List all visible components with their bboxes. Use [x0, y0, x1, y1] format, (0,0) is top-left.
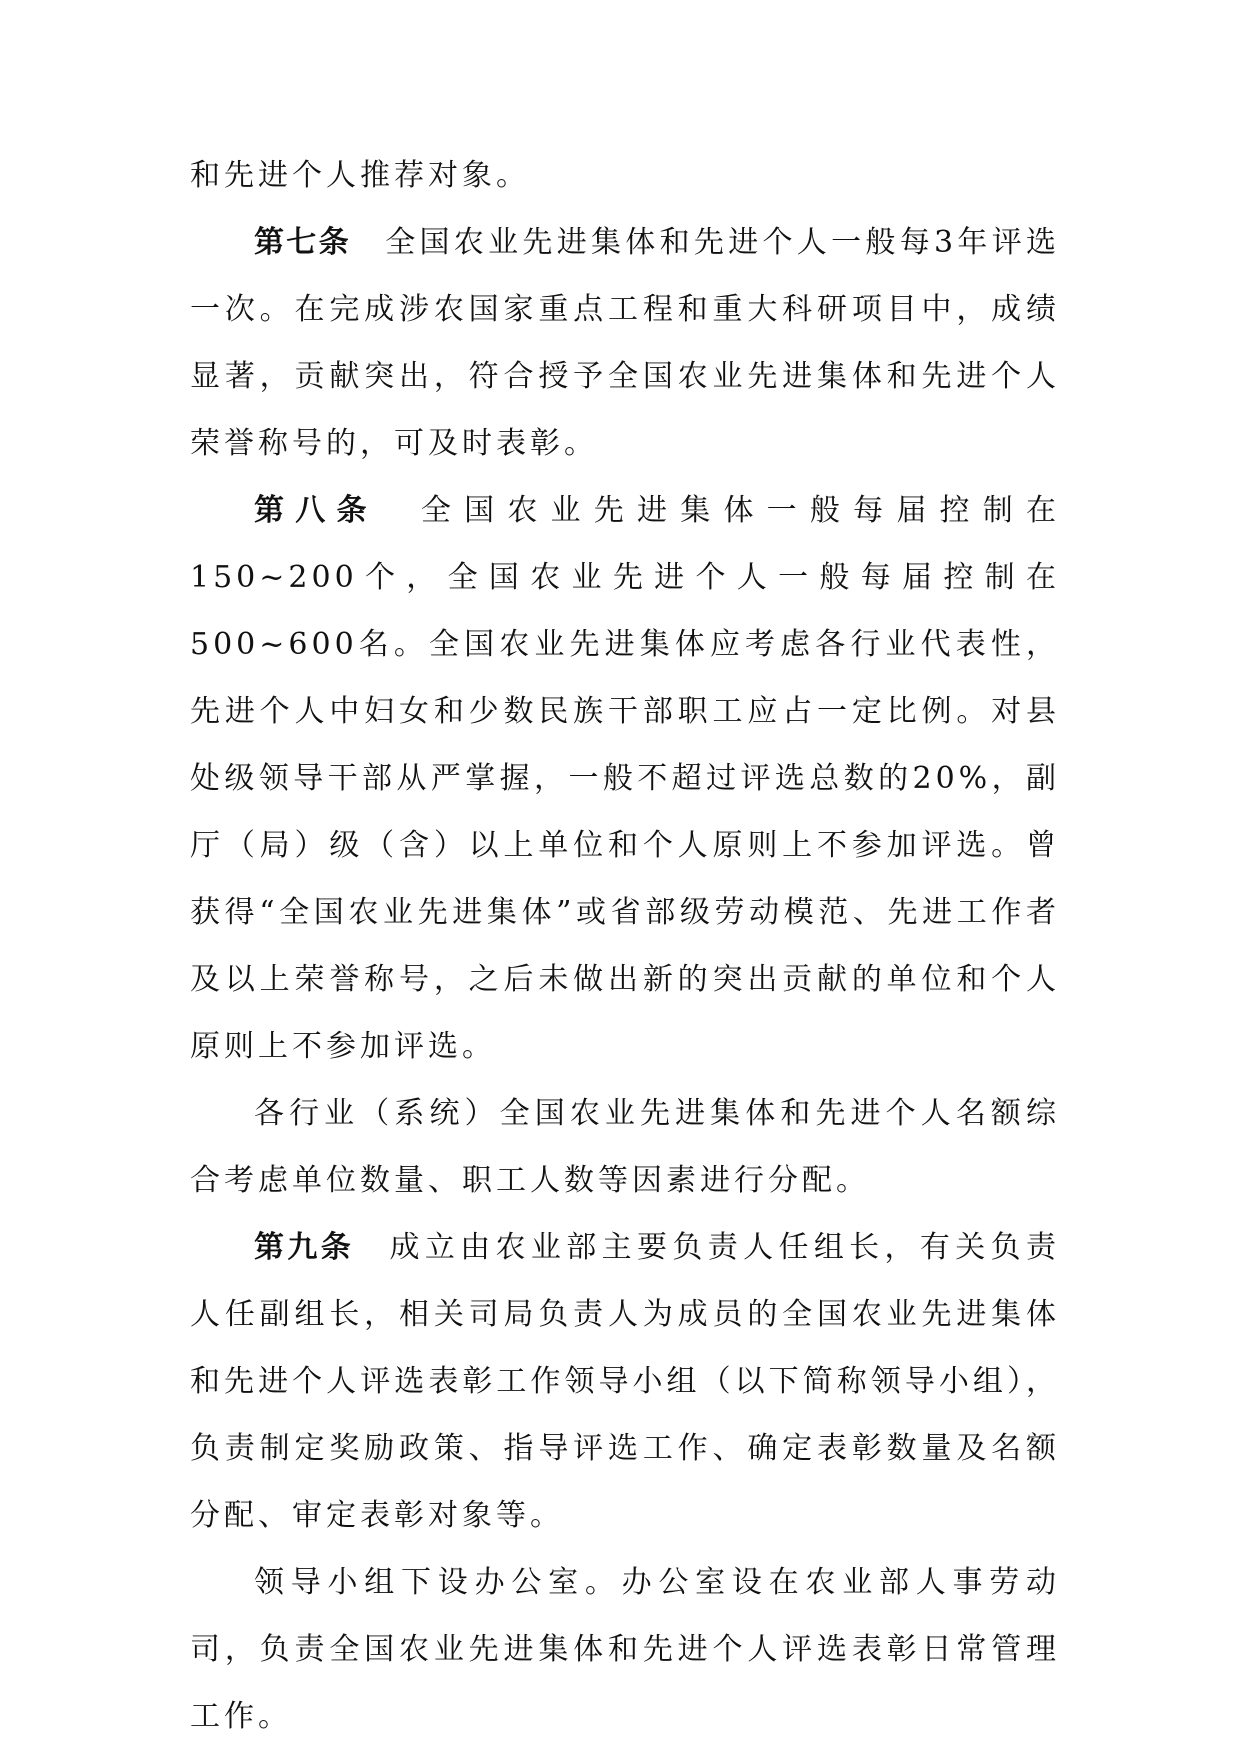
article-9-paragraph-2	[190, 1549, 1060, 1750]
paragraph-text: 领导小组下设办公室。办公室设在农业部人事劳动司，负责全国农业先进集体和先进个人评选表彰日常管理工作。	[190, 1565, 1060, 1734]
article-7	[190, 209, 1060, 477]
paragraph-continuation	[190, 142, 1060, 209]
article-7-text: 全国农业先进集体和先进个人一般每3年评选一次。在完成涉农国家重点工程和重大科研项目中，成绩显著，贡献突出，符合授予全国农业先进集体和先进个人荣誉称号的，可及时表彰。	[190, 225, 1060, 461]
article-9	[190, 1214, 1060, 1549]
article-8-text: 全国农业先进集体一般每届控制在150~200个，全国农业先进个人一般每届控制在500~600名。全国农业先进集体应考虑各行业代表性，先进个人中妇女和少数民族干部职工应占一定比例。对县处级领导干部从严掌握，一般不超过评选总数的20%，副厅（局）级（含）以上单位和个人原则上不参加评选。曾获得“全国农业先进集体”或省部级劳动模范、先进工作者及以上荣誉称号，之后未做出新的突出贡献的单位和个人原则上不参加评选。	[190, 493, 1061, 1064]
article-8-heading: 第八条	[254, 493, 378, 528]
article-7-heading: 第七条	[254, 225, 351, 260]
paragraph-text: 和先进个人推荐对象。	[190, 158, 530, 193]
article-8	[190, 477, 1060, 1080]
document-body	[190, 142, 1060, 1750]
article-9-text: 成立由农业部主要负责人任组长，有关负责人任副组长，相关司局负责人为成员的全国农业先进集体和先进个人评选表彰工作领导小组（以下简称领导小组），负责制定奖励政策、指导评选工作、确定表彰数量及名额分配、审定表彰对象等。	[190, 1230, 1061, 1533]
paragraph-text: 各行业（系统）全国农业先进集体和先进个人名额综合考虑单位数量、职工人数等因素进行分配。	[190, 1096, 1060, 1198]
article-9-heading: 第九条	[254, 1230, 355, 1265]
article-8-paragraph-2	[190, 1080, 1060, 1214]
